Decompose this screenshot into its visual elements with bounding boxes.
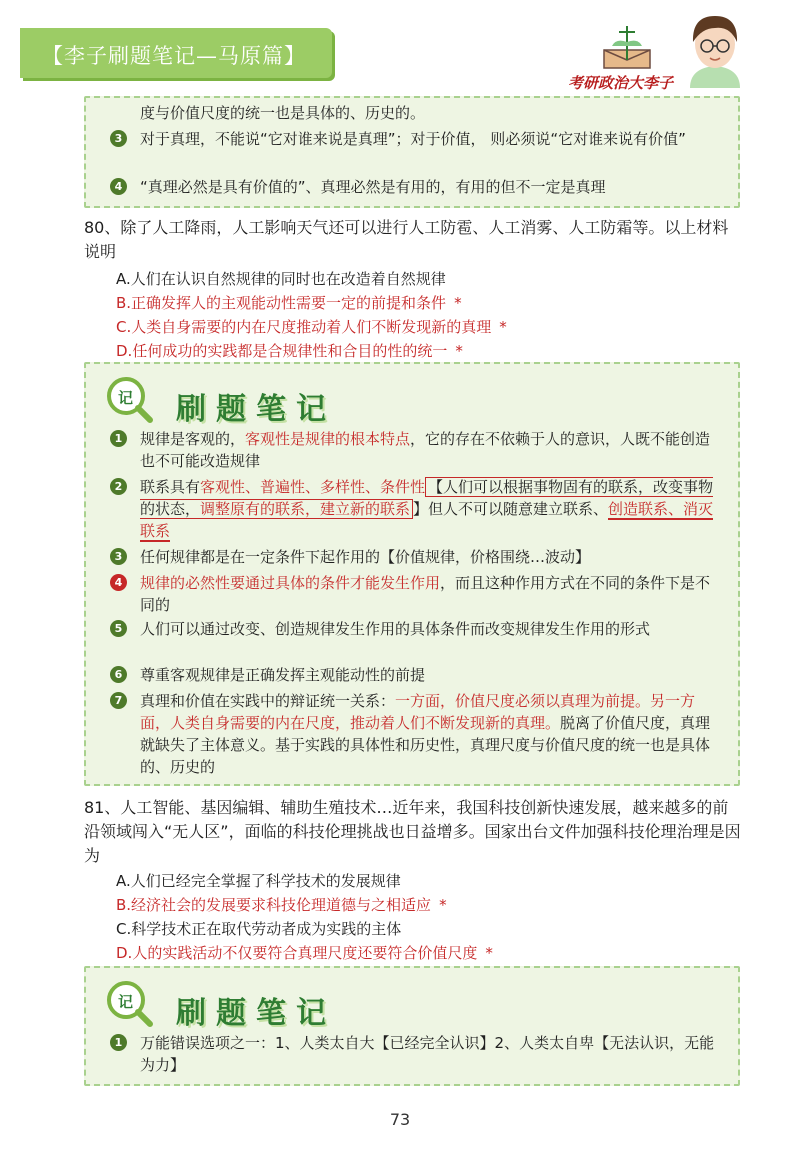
note-item-4: 4 “真理必然是具有价值的”、真理必然是有用的，有用的但不一定是真理	[110, 176, 724, 198]
answer-star: *	[454, 294, 462, 312]
note-box-q81	[84, 966, 740, 1086]
avatar-icon	[680, 8, 750, 92]
note-item-6: 6 尊重客观规律是正确发挥主观能动性的前提	[110, 664, 724, 686]
option-81-c: C.科学技术正在取代劳动者成为实践的主体	[116, 920, 402, 938]
question-80-stem: 80、除了人工降雨，人工影响天气还可以进行人工防雹、人工消雾、人工防霜等。以上材料说明	[84, 218, 729, 261]
question-81-stem: 81、人工智能、基因编辑、辅助生殖技术…近年来，我国科技创新快速发展，越来越多的前沿领域闯入“无人区”，面临的科技伦理挑战也日益增多。国家出台文件加强科技伦理治理是因为	[84, 798, 741, 865]
note-title: 刷题笔记	[176, 392, 336, 427]
option-80-c: C.人类自身需要的内在尺度推动着人们不断发现新的真理 *	[116, 318, 507, 336]
option-81-a: A.人们已经完全掌握了科学技术的发展规律	[116, 872, 401, 890]
book-logo-icon	[598, 20, 656, 72]
note-icon-char: 记	[118, 389, 134, 407]
note-item-2: 2 联系具有客观性、普遍性、多样性、条件性 【人们可以根据事物固有的联系，改变事物的状态，调整原有的联系，建立新的联系 】但人不可以随意建立联系、创造联系、消灭联系	[110, 476, 724, 542]
note-title: 刷题笔记	[176, 996, 336, 1031]
note-item-3: 3 任何规律都是在一定条件下起作用的【价值规律，价格围绕…波动】	[110, 546, 724, 568]
option-81-d: D.人的实践活动不仅要符合真理尺度还要符合价值尺度 *	[116, 944, 493, 962]
answer-star: *	[485, 944, 493, 962]
answer-star: *	[499, 318, 507, 336]
brand-text: 考研政治大李子	[568, 74, 674, 92]
note-box-q80	[84, 362, 740, 786]
note-item-3: 3 对于真理，不能说“它对谁来说是真理”；对于价值， 则必须说“它对谁来说有价值”	[110, 128, 724, 150]
answer-star: *	[439, 896, 447, 914]
option-80-a: A.人们在认识自然规律的同时也在改造着自然规律	[116, 270, 446, 288]
note-icon-char: 记	[118, 993, 134, 1011]
note-box-continued	[84, 96, 740, 208]
note-line: 度与价值尺度的统一也是具体的、历史的。	[140, 104, 426, 122]
header-tab	[20, 28, 332, 78]
note-item-4: 4 规律的必然性要通过具体的条件才能发生作用，而且这种作用方式在不同的条件下是不同的	[110, 572, 724, 616]
page-number: 73	[389, 1110, 411, 1129]
option-80-b: B.正确发挥人的主观能动性需要一定的前提和条件 *	[116, 294, 462, 312]
option-81-b: B.经济社会的发展要求科技伦理道德与之相适应 *	[116, 896, 447, 914]
answer-star: *	[455, 342, 463, 360]
note-item-7: 7 真理和价值在实践中的辩证统一关系：一方面，价值尺度必须以真理为前提。另一方面，人类自身需要的内在尺度，推动着人们不断发现新的真理。脱离了价值尺度，真理就缺失了主体意义。基于实践的具体性和历史性，真理尺度与价值尺度的统一也是具体的、历史的	[110, 690, 724, 778]
header-title: 【李子刷题笔记—马原篇】	[42, 44, 306, 68]
page-header	[0, 0, 800, 96]
option-80-d: D.任何成功的实践都是合规律性和合目的性的统一 *	[116, 342, 463, 360]
note-item-1: 1 规律是客观的，客观性是规律的根本特点，它的存在不依赖于人的意识，人既不能创造也不可能改造规律	[110, 428, 724, 472]
note-item-5: 5 人们可以通过改变、创造规律发生作用的具体条件而改变规律发生作用的形式	[110, 618, 724, 640]
note-item-1: 1 万能错误选项之一：1、人类太自大【已经完全认识】2、人类太自卑【无法认识，无能为力】	[110, 1032, 724, 1076]
